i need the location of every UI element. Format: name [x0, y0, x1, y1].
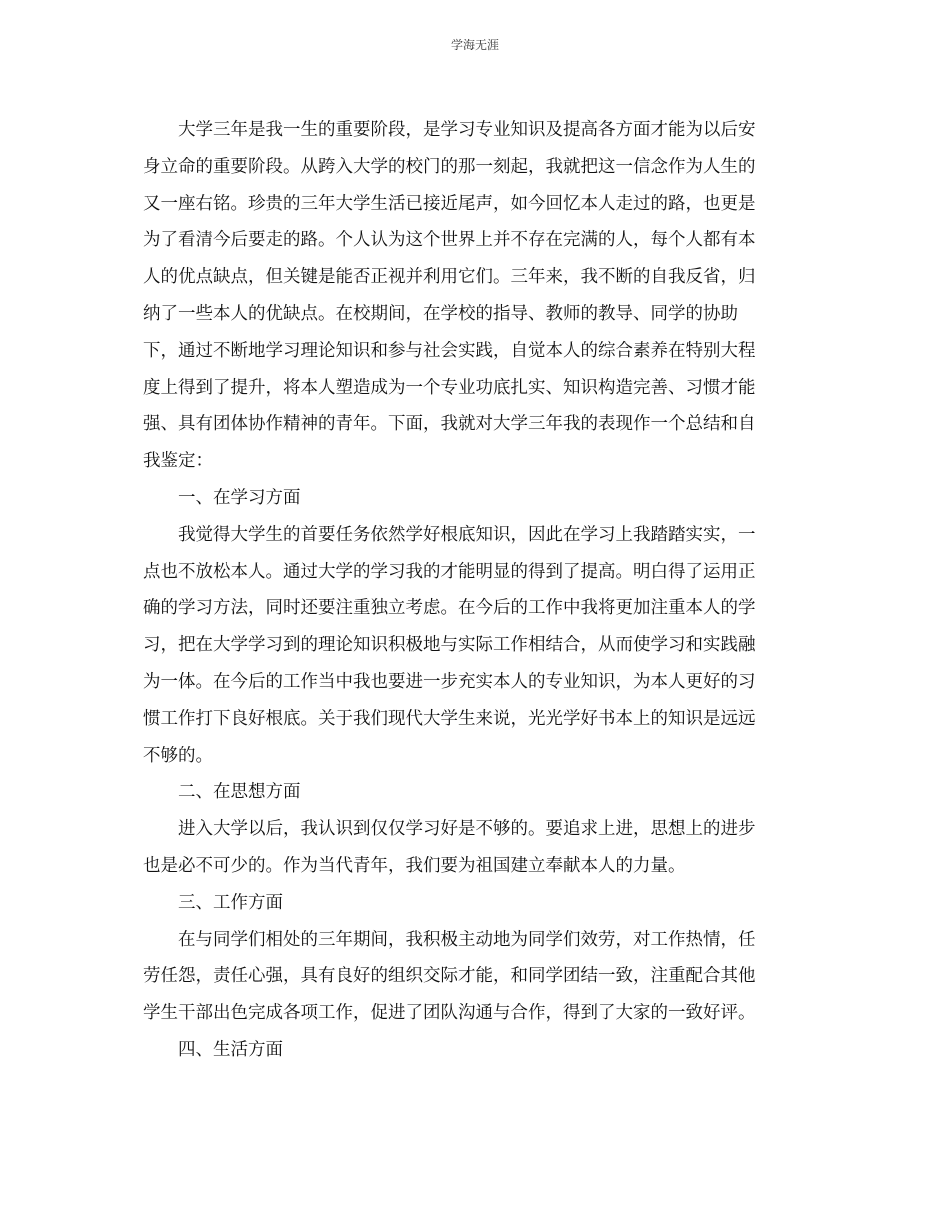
- text-line: 身立命的重要阶段。从跨入大学的校门的那一刻起，我就把这一信念作为人生的: [143, 156, 756, 177]
- text-line: 在与同学们相处的三年期间，我积极主动地为同学们效劳，对工作热情，任: [178, 929, 756, 950]
- text-line: 为一体。在今后的工作当中我也要进一步充实本人的专业知识，为本人更好的习: [143, 671, 756, 692]
- text-line: 人的优点缺点，但关键是能否正视并利用它们。三年来，我不断的自我反省，归: [143, 267, 756, 288]
- text-line: 进入大学以后，我认识到仅仅学习好是不够的。要追求上进，思想上的进步: [178, 819, 756, 840]
- text-line: 我觉得大学生的首要任务依然学好根底知识，因此在学习上我踏踏实实，一: [178, 524, 756, 545]
- text-line: 大学三年是我一生的重要阶段，是学习专业知识及提高各方面才能为以后安: [178, 120, 756, 140]
- text-line: 确的学习方法，同时还要注重独立考虑。在今后的工作中我将更加注重本人的学: [143, 598, 756, 619]
- section-heading-thought: 二、在思想方面: [178, 782, 301, 803]
- text-line: 学生干部出色完成各项工作，促进了团队沟通与合作，得到了大家的一致好评。: [143, 1003, 756, 1024]
- text-line: 为了看清今后要走的路。个人认为这个世界上并不存在完满的人，每个人都有本: [143, 230, 756, 251]
- section-heading-life: 四、生活方面: [178, 1039, 283, 1060]
- text-line: 又一座右铭。珍贵的三年大学生活已接近尾声，如今回忆本人走过的路，也更是: [143, 193, 756, 214]
- document-body: [143, 112, 795, 1069]
- text-line: 惯工作打下良好根底。关于我们现代大学生来说，光光学好书本上的知识是远远: [143, 708, 756, 729]
- text-line: 也是必不可少的。作为当代青年，我们要为祖国建立奉献本人的力量。: [143, 855, 686, 876]
- text-line: 点也不放松本人。通过大学的学习我的才能明显的得到了提高。明白得了运用正: [143, 561, 756, 582]
- text-line: 下，通过不断地学习理论知识和参与社会实践，自觉本人的综合素养在特别大程: [143, 340, 756, 361]
- text-line: 强、具有团体协作精神的青年。下面，我就对大学三年我的表现作一个总结和自: [143, 414, 756, 435]
- text-line: 劳任怨，责任心强，具有良好的组织交际才能，和同学团结一致，注重配合其他: [143, 966, 756, 987]
- text-line: 习，把在大学学习到的理论知识积极地与实际工作相结合，从而使学习和实践融: [143, 635, 756, 656]
- section-heading-study: 一、在学习方面: [178, 487, 301, 508]
- text-line: 纳了一些本人的优缺点。在校期间，在学校的指导、教师的教导、同学的协助: [143, 303, 738, 324]
- text-line: 度上得到了提升，将本人塑造成为一个专业功底扎实、知识构造完善、习惯才能: [143, 377, 756, 398]
- page-header-title: 学海无涯: [450, 38, 499, 52]
- section-heading-work: 三、工作方面: [178, 892, 283, 913]
- text-line: 不够的。: [143, 745, 213, 766]
- text-line: 我鉴定：: [143, 451, 213, 472]
